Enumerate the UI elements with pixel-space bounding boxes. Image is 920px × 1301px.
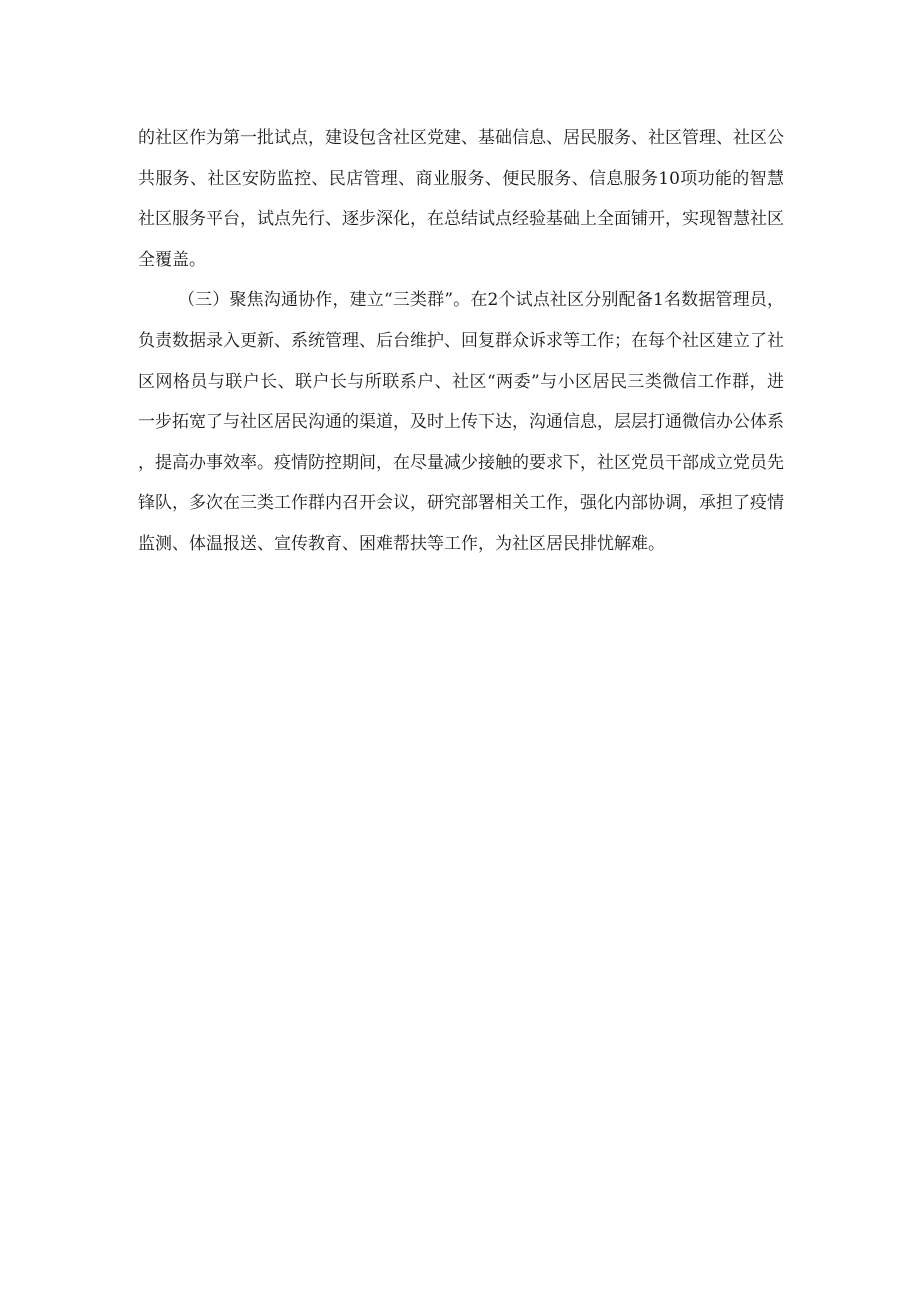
document-body <box>138 118 784 565</box>
paragraph-section-three: （三）聚焦沟通协作，建立“三类群”。在2个试点社区分别配备1名数据管理员，负责数据录入更新、系统管理、后台维护、回复群众诉求等工作；在每个社区建立了社区网格员与联户长、联户长与所联系户、社区“两委”与小区居民三类微信工作群，进一步拓宽了与社区居民沟通的渠道，及时上传下达，沟通信息，层层打通微信办公体系，提高办事效率。疫情防控期间，在尽量减少接触的要求下，社区党员干部成立党员先锋队，多次在三类工作群内召开会议，研究部署相关工作，强化内部协调，承担了疫情监测、体温报送、宣传教育、困难帮扶等工作，为社区居民排忧解难。 <box>138 290 784 554</box>
paragraph-continuation: 的社区作为第一批试点，建设包含社区党建、基础信息、居民服务、社区管理、社区公共服务、社区安防监控、民店管理、商业服务、便民服务、信息服务10项功能的智慧社区服务平台，试点先行、逐步深化，在总结试点经验基础上全面铺开，实现智慧社区全覆盖。 <box>138 128 784 270</box>
